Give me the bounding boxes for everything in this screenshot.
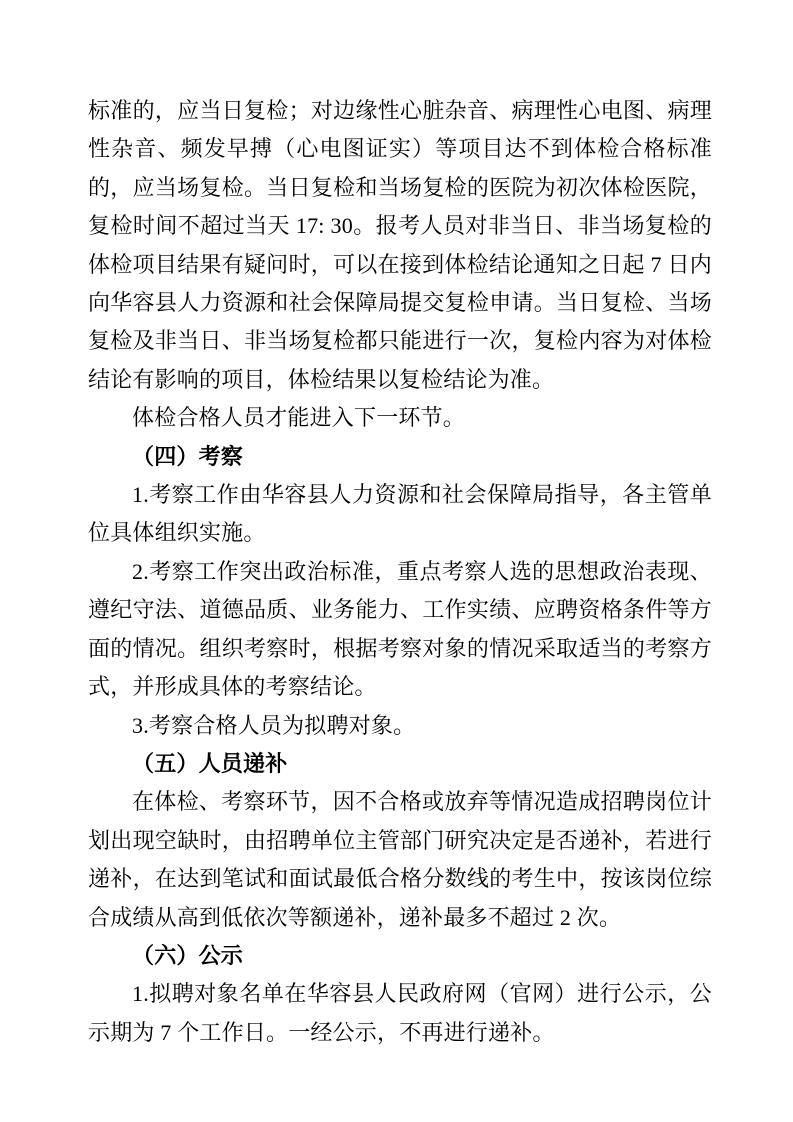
document-body xyxy=(88,92,712,1052)
paragraph: 标准的，应当日复检；对边缘性心脏杂音、病理性心电图、病理性杂音、频发早搏（心电图证实）等项目达不到体检合格标准的，应当场复检。当日复检和当场复检的医院为初次体检医院，复检时间不超过当天 17: 30。报考人员对非当日、非当场复检的体检项目结果有疑问时，可以在接到体检结论通知之日起 7 日内向华容县人力资源和社会保障局提交复检申请。当日复检、当场复检及非当日、非当场复检都只能进行一次，复检内容为对体检结论有影响的项目，体检结果以复检结论为准。 xyxy=(88,98,712,392)
paragraph: 1.拟聘对象名单在华容县人民政府网（官网）进行公示，公示期为 7 个工作日。一经公示，不再进行递补。 xyxy=(88,981,712,1045)
paragraph: 2.考察工作突出政治标准，重点考察人选的思想政治表现、遵纪守法、道德品质、业务能力、工作实绩、应聘资格条件等方面的情况。组织考察时，根据考察对象的情况采取适当的考察方式，并形成具体的考察结论。 xyxy=(88,558,712,700)
paragraph: 在体检、考察环节，因不合格或放弃等情况造成招聘岗位计划出现空缺时，由招聘单位主管部门研究决定是否递补，若进行递补，在达到笔试和面试最低合格分数线的考生中，按该岗位综合成绩从高到低依次等额递补，递补最多不超过 2 次。 xyxy=(88,789,712,930)
section-heading: （五）人员递补 xyxy=(132,750,288,776)
paragraph: 体检合格人员才能进入下一环节。 xyxy=(132,405,466,431)
section-heading: （四）考察 xyxy=(132,443,244,469)
paragraph: 3.考察合格人员为拟聘对象。 xyxy=(132,712,416,738)
paragraph: 1.考察工作由华容县人力资源和社会保障局指导，各主管单位具体组织实施。 xyxy=(88,482,712,546)
section-heading: （六）公示 xyxy=(132,942,244,968)
